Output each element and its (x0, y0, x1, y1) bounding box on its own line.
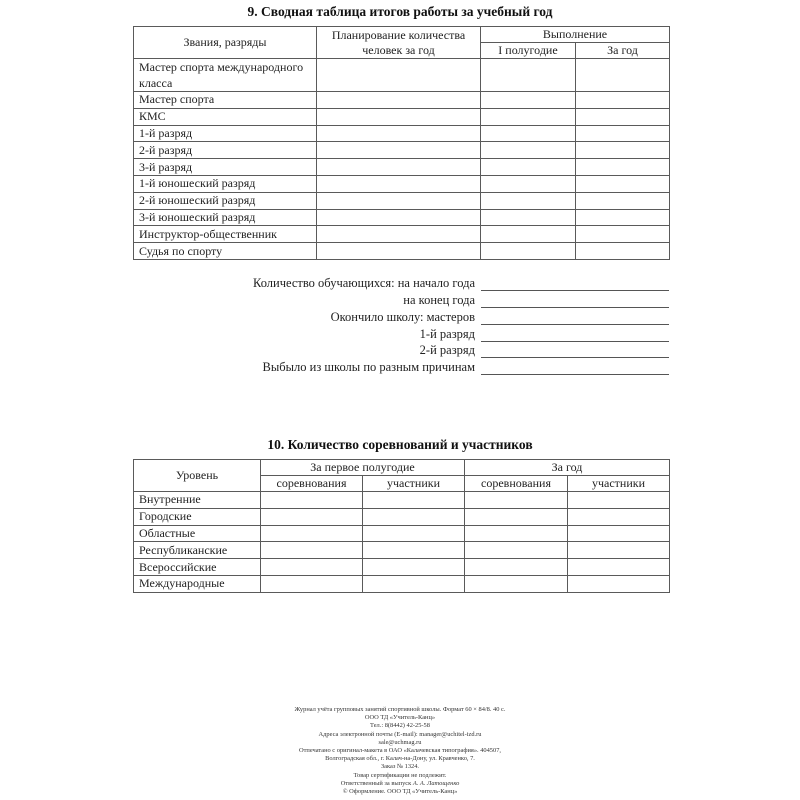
stat-row-enrolled-start (0, 275, 800, 292)
year-cell[interactable] (576, 243, 670, 260)
table-row (134, 243, 670, 260)
imprint-line: Журнал учёта групповых занятий спортивной школы. Формат 60 × 84/8. 40 с. (294, 706, 506, 713)
rank-label: 1-й юношеский разряд (134, 175, 317, 192)
table-row (134, 192, 670, 209)
level-label: Внутренние (134, 492, 261, 509)
table-row (134, 542, 670, 559)
y-competitions-cell[interactable] (465, 508, 568, 525)
rank-label: 2-й разряд (134, 142, 317, 159)
h1-participants-cell[interactable] (363, 542, 465, 559)
table-row (134, 209, 670, 226)
y-competitions-cell[interactable] (465, 575, 568, 592)
h1-participants-cell[interactable] (363, 508, 465, 525)
rank-label: Мастер спорта международного класса (134, 59, 317, 92)
planning-cell[interactable] (317, 125, 481, 142)
year-cell[interactable] (576, 192, 670, 209)
stat-label: Выбыло из школы по разным причинам (262, 360, 475, 374)
imprint-responsible (0, 780, 800, 788)
header-first-half: За первое полугодие (261, 460, 465, 476)
stat-label: 1-й разряд (419, 327, 475, 341)
h1-competitions-cell[interactable] (261, 542, 363, 559)
table-row (134, 108, 670, 125)
header-rank: Звания, разряды (134, 27, 317, 59)
y-participants-cell[interactable] (568, 492, 670, 509)
competitions-table (133, 459, 670, 593)
level-label: Республиканские (134, 542, 261, 559)
year-cell[interactable] (576, 125, 670, 142)
h1-participants-cell[interactable] (363, 492, 465, 509)
section-10-title: 10. Количество соревнований и участников (267, 437, 533, 452)
imprint-line: Волгоградская обл., г. Калач-на-Дону, ул. Кравченко, 7. (325, 755, 475, 763)
table-row (134, 226, 670, 243)
fill-in-line[interactable] (481, 357, 669, 358)
rank-label: КМС (134, 108, 317, 125)
table-row (134, 92, 670, 109)
stat-row-graduated-2nd-rank (0, 342, 800, 359)
responsible-prefix: Ответственный за выпуск (340, 779, 412, 787)
imprint-line: Адреса электронной почты (E-mail): manager@uchitel-izd.ru (318, 730, 482, 738)
level-label: Всероссийские (134, 559, 261, 576)
year-cell[interactable] (576, 175, 670, 192)
h1-competitions-cell[interactable] (261, 492, 363, 509)
table-row (134, 508, 670, 525)
half-year-cell[interactable] (481, 243, 576, 260)
table-row (134, 125, 670, 142)
planning-cell[interactable] (317, 108, 481, 125)
y-competitions-cell[interactable] (465, 559, 568, 576)
h1-participants-cell[interactable] (363, 575, 465, 592)
fill-in-line[interactable] (481, 324, 669, 325)
stat-label: Количество обучающихся: на начало года (252, 276, 475, 290)
year-cell[interactable] (576, 92, 670, 109)
half-year-cell[interactable] (481, 59, 576, 92)
level-label: Международные (134, 575, 261, 592)
table-row (134, 175, 670, 192)
rank-label: 3-й разряд (134, 159, 317, 176)
planning-cell[interactable] (317, 142, 481, 159)
header-h1-participants: участники (363, 476, 465, 492)
half-year-cell[interactable] (481, 142, 576, 159)
y-competitions-cell[interactable] (465, 492, 568, 509)
stat-label: 2-й разряд (419, 343, 475, 357)
rank-label: 3-й юношеский разряд (134, 209, 317, 226)
y-competitions-cell[interactable] (465, 525, 568, 542)
fill-in-line[interactable] (481, 374, 669, 375)
year-cell[interactable] (576, 59, 670, 92)
planning-cell[interactable] (317, 192, 481, 209)
header-y-competitions: соревнования (465, 476, 568, 492)
half-year-cell[interactable] (481, 192, 576, 209)
planning-cell[interactable] (317, 209, 481, 226)
imprint-line: Тел.: 8(8442) 42-25-58 (370, 722, 430, 730)
imprint-line: Товар сертификации не подлежит. (353, 771, 447, 779)
responsible-name: А. А. Латощенко (412, 779, 460, 787)
year-cell[interactable] (576, 108, 670, 125)
half-year-cell[interactable] (481, 125, 576, 142)
table-row (134, 492, 670, 509)
h1-competitions-cell[interactable] (261, 559, 363, 576)
half-year-cell[interactable] (481, 92, 576, 109)
planning-cell[interactable] (317, 92, 481, 109)
stat-row-graduated-1st-rank (0, 326, 800, 343)
planning-cell[interactable] (317, 175, 481, 192)
y-participants-cell[interactable] (568, 575, 670, 592)
table-row (134, 559, 670, 576)
y-participants-cell[interactable] (568, 559, 670, 576)
publisher-imprint (0, 706, 800, 796)
fill-in-line[interactable] (481, 290, 669, 291)
h1-competitions-cell[interactable] (261, 525, 363, 542)
stat-row-enrolled-end (0, 292, 800, 309)
header-year: За год (465, 460, 670, 476)
h1-participants-cell[interactable] (363, 525, 465, 542)
h1-competitions-cell[interactable] (261, 575, 363, 592)
summary-results-table (133, 26, 670, 260)
header-planning: Планирование количества человек за год (317, 27, 481, 59)
table-row (134, 525, 670, 542)
planning-cell[interactable] (317, 159, 481, 176)
header-h1-competitions: соревнования (261, 476, 363, 492)
imprint-design-line: © Оформление. ООО ТД «Учитель-Канц» (342, 788, 458, 796)
planning-cell[interactable] (317, 243, 481, 260)
stat-row-graduated-masters (0, 309, 800, 326)
header-level: Уровень (134, 460, 261, 492)
level-label: Городские (134, 508, 261, 525)
header-execution: Выполнение (481, 27, 670, 43)
year-cell[interactable] (576, 159, 670, 176)
level-label: Областные (134, 525, 261, 542)
y-competitions-cell[interactable] (465, 542, 568, 559)
header-year: За год (576, 43, 670, 59)
year-cell[interactable] (576, 142, 670, 159)
table-row (134, 159, 670, 176)
y-participants-cell[interactable] (568, 542, 670, 559)
rank-label: Судья по спорту (134, 243, 317, 260)
year-cell[interactable] (576, 226, 670, 243)
rank-label: 1-й разряд (134, 125, 317, 142)
stat-row-dropped-out (0, 359, 800, 376)
imprint-line: Отпечатано с оригинал-макета в ОАО «Калачевская типография». 404507, (299, 747, 501, 755)
header-y-participants: участники (568, 476, 670, 492)
imprint-line: Заказ № 1324. (380, 763, 420, 771)
section-9-title: 9. Сводная таблица итогов работы за учебный год (247, 4, 553, 19)
table-row (134, 59, 670, 92)
planning-cell[interactable] (317, 59, 481, 92)
y-participants-cell[interactable] (568, 508, 670, 525)
fill-in-line[interactable] (481, 307, 669, 308)
stat-label: на конец года (403, 293, 475, 307)
header-half-year: I полугодие (481, 43, 576, 59)
half-year-cell[interactable] (481, 108, 576, 125)
half-year-cell[interactable] (481, 209, 576, 226)
half-year-cell[interactable] (481, 159, 576, 176)
rank-label: Мастер спорта (134, 92, 317, 109)
planning-cell[interactable] (317, 226, 481, 243)
h1-participants-cell[interactable] (363, 559, 465, 576)
rank-label: Инструктор-общественник (134, 226, 317, 243)
table-row (134, 142, 670, 159)
rank-label: 2-й юношеский разряд (134, 192, 317, 209)
half-year-cell[interactable] (481, 226, 576, 243)
imprint-line: ООО ТД «Учитель-Канц» (364, 714, 436, 722)
y-participants-cell[interactable] (568, 525, 670, 542)
table-row (134, 575, 670, 592)
year-cell[interactable] (576, 209, 670, 226)
half-year-cell[interactable] (481, 175, 576, 192)
stat-label: Окончило школу: мастеров (330, 310, 475, 324)
h1-competitions-cell[interactable] (261, 508, 363, 525)
imprint-line: sale@uchmag.ru (378, 738, 422, 746)
